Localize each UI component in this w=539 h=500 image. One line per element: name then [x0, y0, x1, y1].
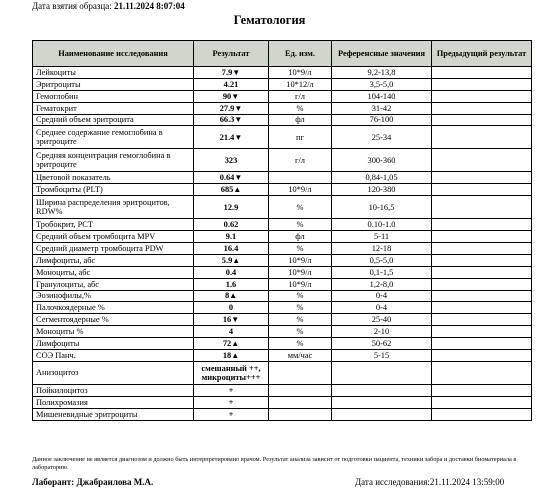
result-cell: [194, 278, 269, 290]
reference-cell: 0,5-5,0: [332, 254, 432, 266]
table-row: [33, 219, 532, 231]
test-name: Гранулоциты, абс: [33, 278, 194, 290]
result-value: 0.62: [223, 220, 239, 230]
result-value: 8: [224, 291, 230, 301]
unit-cell: %: [269, 290, 332, 302]
table-row: [33, 114, 532, 126]
previous-result-cell: [432, 396, 532, 408]
arrow-down-icon: ▼: [234, 132, 243, 142]
result-cell: [194, 231, 269, 243]
test-name: Ширина распределения эритроцитов, RDW%: [33, 196, 194, 219]
previous-result-cell: [432, 384, 532, 396]
test-name: Тромбоциты (PLT): [33, 184, 194, 196]
table-row: [33, 278, 532, 290]
unit-cell: %: [269, 102, 332, 114]
table-row: [33, 90, 532, 102]
reference-cell: 10-16,5: [332, 196, 432, 219]
result-cell: [194, 338, 269, 350]
unit-cell: [269, 408, 332, 420]
reference-cell: 1,2-8,0: [332, 278, 432, 290]
disclaimer-footnote: Данное заключение не является диагнозом и должно быть интерпретировано врачом. Результат анализа зависит от подготовки пациента, техники забора и доставки биоматериала в лабораторию.: [32, 456, 517, 471]
result-value: 12.9: [223, 202, 239, 212]
unit-cell: [269, 396, 332, 408]
unit-cell: фл: [269, 114, 332, 126]
unit-cell: мм/час: [269, 350, 332, 362]
test-name: Пойкилоцитоз: [33, 384, 194, 396]
sample-date-label: Дата взятия образца:: [32, 1, 112, 11]
study-date: Дата исследования:21.11.2024 13:59:00: [355, 477, 505, 487]
table-row: [33, 290, 532, 302]
previous-result-cell: [432, 290, 532, 302]
arrow-down-icon: ▼: [234, 173, 243, 183]
table-row: [33, 78, 532, 90]
result-cell: [194, 172, 269, 184]
arrow-down-icon: ▼: [231, 91, 240, 101]
test-name: Палочкоядерные %: [33, 302, 194, 314]
reference-cell: [332, 384, 432, 396]
previous-result-cell: [432, 278, 532, 290]
lab-technician: Лаборант: Джабраилова М.А.: [32, 477, 154, 487]
result-value: 7.9: [221, 67, 233, 77]
previous-result-cell: [432, 266, 532, 278]
previous-result-cell: [432, 184, 532, 196]
reference-cell: [332, 361, 432, 384]
previous-result-cell: [432, 254, 532, 266]
previous-result-cell: [432, 350, 532, 362]
table-row: [33, 172, 532, 184]
result-value: +: [228, 409, 234, 419]
result-cell: [194, 408, 269, 420]
previous-result-cell: [432, 78, 532, 90]
result-value: 18: [222, 350, 232, 360]
unit-cell: 10*9/л: [269, 184, 332, 196]
table-row: [33, 67, 532, 79]
test-name: Сегментоядерные %: [33, 314, 194, 326]
unit-cell: %: [269, 302, 332, 314]
header-name: Наименование исследования: [33, 41, 194, 67]
header-ref: Референсные значения: [332, 41, 432, 67]
arrow-down-icon: ▼: [231, 315, 240, 325]
results-body: [33, 67, 532, 421]
previous-result-cell: [432, 314, 532, 326]
test-name: Средний объем эритроцита: [33, 114, 194, 126]
table-row: [33, 231, 532, 243]
result-cell: [194, 396, 269, 408]
test-name: Гемоглобин: [33, 90, 194, 102]
result-value: 9.1: [225, 232, 237, 242]
reference-cell: [332, 408, 432, 420]
result-value: 0.64: [219, 173, 235, 183]
arrow-up-icon: ▲: [229, 291, 238, 301]
test-name: Эритроциты: [33, 78, 194, 90]
sample-date-line: [32, 1, 185, 11]
table-row: [33, 196, 532, 219]
table-row: [33, 126, 532, 149]
result-value: 4: [228, 327, 234, 337]
table-row: [33, 243, 532, 255]
reference-cell: 0-4: [332, 290, 432, 302]
test-name: Полихромазия: [33, 396, 194, 408]
test-name: Лимфоциты: [33, 338, 194, 350]
result-cell: [194, 243, 269, 255]
unit-cell: [269, 361, 332, 384]
result-cell: [194, 314, 269, 326]
previous-result-cell: [432, 408, 532, 420]
table-row: [33, 266, 532, 278]
previous-result-cell: [432, 196, 532, 219]
table-row: [33, 102, 532, 114]
reference-cell: 5-15: [332, 350, 432, 362]
unit-cell: 10*9/л: [269, 254, 332, 266]
previous-result-cell: [432, 361, 532, 384]
test-name: Тробокрит, PCT: [33, 219, 194, 231]
previous-result-cell: [432, 302, 532, 314]
unit-cell: %: [269, 326, 332, 338]
result-value: 16: [222, 315, 232, 325]
result-value: 27.9: [219, 103, 235, 113]
header-unit: Ед. изм.: [269, 41, 332, 67]
arrow-down-icon: ▼: [234, 115, 243, 125]
reference-cell: 25-34: [332, 126, 432, 149]
test-name: Гематокрит: [33, 102, 194, 114]
reference-cell: 31-42: [332, 102, 432, 114]
previous-result-cell: [432, 338, 532, 350]
result-value: 90: [222, 91, 232, 101]
reference-cell: 0-4: [332, 302, 432, 314]
test-name: Средний объем тромбоцита MPV: [33, 231, 194, 243]
result-cell: [194, 361, 269, 384]
test-name: Лейкоциты: [33, 67, 194, 79]
unit-cell: %: [269, 314, 332, 326]
previous-result-cell: [432, 243, 532, 255]
arrow-up-icon: ▲: [231, 339, 240, 349]
test-name: Моноциты %: [33, 326, 194, 338]
unit-cell: [269, 172, 332, 184]
previous-result-cell: [432, 326, 532, 338]
test-name: Анизоцитоз: [33, 361, 194, 384]
reference-cell: 12-18: [332, 243, 432, 255]
reference-cell: 76-100: [332, 114, 432, 126]
unit-cell: фл: [269, 231, 332, 243]
sample-date-value: 21.11.2024 8:07:04: [113, 1, 185, 11]
test-name: Моноциты, абс: [33, 266, 194, 278]
result-cell: [194, 219, 269, 231]
table-header-row: [33, 41, 532, 67]
table-row: [33, 149, 532, 172]
test-name: Средняя концентрация гемоглобина в эритроците: [33, 149, 194, 172]
reference-cell: 9,2-13,8: [332, 67, 432, 79]
reference-cell: 0,84-1,05: [332, 172, 432, 184]
table-row: [33, 396, 532, 408]
unit-cell: пг: [269, 126, 332, 149]
test-name: Цветовой показатель: [33, 172, 194, 184]
previous-result-cell: [432, 126, 532, 149]
result-cell: [194, 266, 269, 278]
result-cell: [194, 78, 269, 90]
table-row: [33, 384, 532, 396]
result-value: 685: [220, 185, 234, 195]
header-result: Результат: [194, 41, 269, 67]
previous-result-cell: [432, 102, 532, 114]
unit-cell: %: [269, 338, 332, 350]
result-value: смешанный ++, микроциты+++: [201, 363, 261, 382]
result-cell: [194, 67, 269, 79]
arrow-up-icon: ▲: [233, 185, 242, 195]
unit-cell: %: [269, 219, 332, 231]
reference-cell: 0,1-1,5: [332, 266, 432, 278]
unit-cell: %: [269, 243, 332, 255]
reference-cell: [332, 396, 432, 408]
results-table: [32, 40, 532, 421]
result-value: 323: [224, 155, 238, 165]
result-value: 72: [222, 339, 232, 349]
table-row: [33, 338, 532, 350]
result-cell: [194, 196, 269, 219]
page-title: Гематология: [233, 13, 306, 27]
table-row: [33, 184, 532, 196]
result-value: 21.4: [219, 132, 235, 142]
arrow-down-icon: ▼: [232, 67, 241, 77]
result-cell: [194, 90, 269, 102]
arrow-up-icon: ▲: [232, 255, 241, 265]
header-prev: Предыдущий результат: [432, 41, 532, 67]
test-name: Лимфоциты, абс: [33, 254, 194, 266]
result-cell: [194, 326, 269, 338]
unit-cell: [269, 384, 332, 396]
table-row: [33, 326, 532, 338]
unit-cell: 10*12/л: [269, 78, 332, 90]
table-row: [33, 361, 532, 384]
reference-cell: 300-360: [332, 149, 432, 172]
arrow-down-icon: ▼: [234, 103, 243, 113]
result-cell: [194, 126, 269, 149]
unit-cell: 10*9/л: [269, 67, 332, 79]
result-cell: [194, 350, 269, 362]
reference-cell: 2-10: [332, 326, 432, 338]
reference-cell: 25-40: [332, 314, 432, 326]
result-value: +: [228, 397, 234, 407]
test-name: Среднее содержание гемоглобина в эритроците: [33, 126, 194, 149]
table-row: [33, 302, 532, 314]
unit-cell: г/л: [269, 90, 332, 102]
result-cell: [194, 102, 269, 114]
previous-result-cell: [432, 67, 532, 79]
result-cell: [194, 114, 269, 126]
unit-cell: 10*9/л: [269, 266, 332, 278]
unit-cell: 10*9/л: [269, 278, 332, 290]
reference-cell: 50-62: [332, 338, 432, 350]
result-value: 66.3: [219, 115, 235, 125]
table-row: [33, 408, 532, 420]
table-row: [33, 350, 532, 362]
result-cell: [194, 384, 269, 396]
unit-cell: %: [269, 196, 332, 219]
table-row: [33, 254, 532, 266]
result-value: 16.4: [223, 243, 239, 253]
reference-cell: 104-140: [332, 90, 432, 102]
previous-result-cell: [432, 231, 532, 243]
previous-result-cell: [432, 172, 532, 184]
result-value: +: [228, 385, 234, 395]
arrow-up-icon: ▲: [231, 350, 240, 360]
reference-cell: 5-11: [332, 231, 432, 243]
result-value: 0: [228, 303, 234, 313]
test-name: Эозинофилы,%: [33, 290, 194, 302]
result-cell: [194, 184, 269, 196]
unit-cell: г/л: [269, 149, 332, 172]
result-cell: [194, 290, 269, 302]
previous-result-cell: [432, 114, 532, 126]
previous-result-cell: [432, 219, 532, 231]
result-cell: [194, 254, 269, 266]
result-cell: [194, 149, 269, 172]
test-name: Мишеневидные эритроциты: [33, 408, 194, 420]
test-name: СОЭ Панч.: [33, 350, 194, 362]
reference-cell: 0.10-1.0: [332, 219, 432, 231]
reference-cell: 120-380: [332, 184, 432, 196]
result-value: 0.4: [225, 267, 237, 277]
table-row: [33, 314, 532, 326]
reference-cell: 3,5-5,0: [332, 78, 432, 90]
previous-result-cell: [432, 149, 532, 172]
result-value: 5.9: [221, 255, 233, 265]
result-cell: [194, 302, 269, 314]
result-value: 4.21: [223, 79, 239, 89]
previous-result-cell: [432, 90, 532, 102]
test-name: Средний диаметр тромбоцита PDW: [33, 243, 194, 255]
result-value: 1.6: [225, 279, 237, 289]
